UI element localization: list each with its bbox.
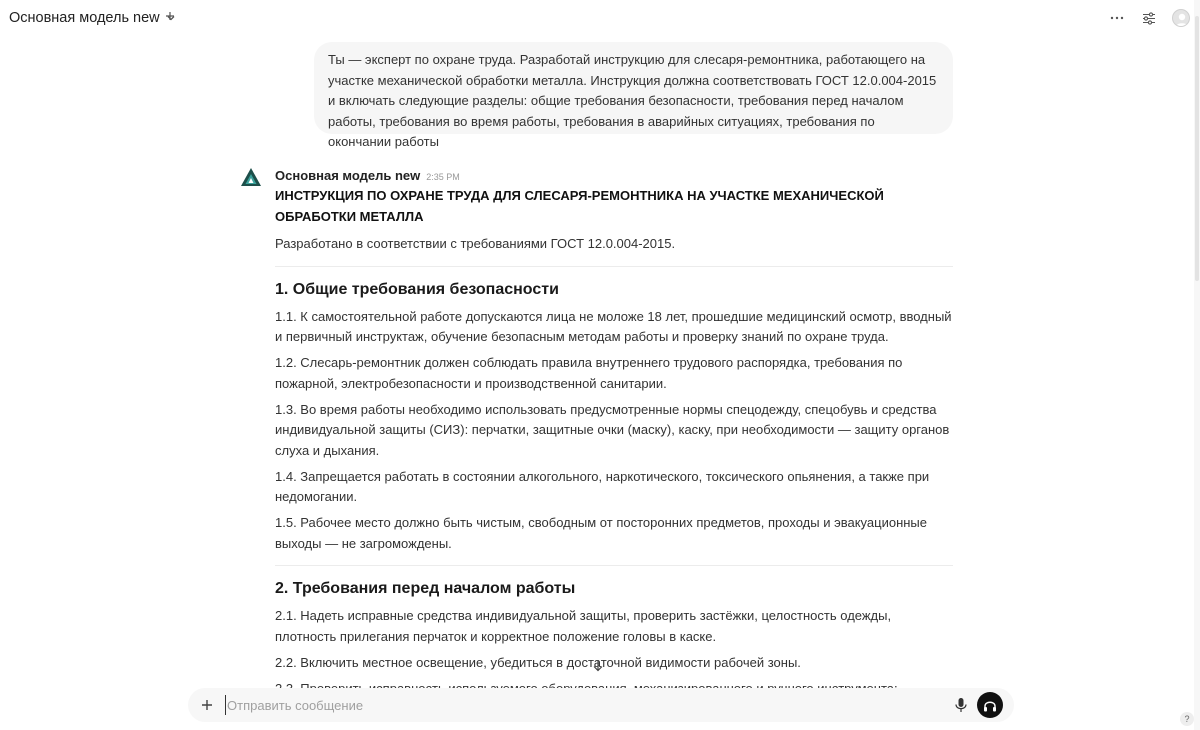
paragraph-1-4: 1.4. Запрещается работать в состоянии алкогольного, наркотического, токсического опьянения, а также при недомогании.: [275, 468, 930, 504]
divider: [275, 565, 953, 566]
help-button[interactable]: ?: [1180, 712, 1194, 726]
message-composer: [188, 688, 1014, 722]
assistant-logo-icon: [240, 167, 262, 187]
user-avatar[interactable]: [1172, 9, 1190, 27]
scrollbar[interactable]: [1194, 0, 1200, 730]
plus-icon[interactable]: [200, 698, 214, 712]
section-heading-2: 2. Требования перед началом работы: [275, 580, 576, 597]
top-right-controls: [1108, 9, 1190, 27]
assistant-header: [275, 168, 460, 183]
microphone-icon[interactable]: [954, 697, 968, 713]
paragraph-1-1: 1.1. К самостоятельной работе допускаются лица не моложе 18 лет, прошедшие медицинский осмотр, вводный и первичный инструктаж, обучение безопасным методам работы и проверку знаний по охране труда.: [275, 308, 952, 344]
ellipsis-icon: [1110, 16, 1124, 20]
paragraph-1-3: 1.3. Во время работы необходимо использовать предусмотренные нормы спецодежду, спецобувь и средства индивидуальной защиты (СИЗ): перчатки, защитные очки (маску), каску, при необходимости — защиту органов слуха и дыхания.: [275, 401, 950, 458]
scroll-to-bottom-button[interactable]: [590, 657, 606, 673]
model-selector[interactable]: [9, 10, 176, 26]
top-bar: [0, 0, 1200, 38]
user-message-text: Ты — эксперт по охране труда. Разработай инструкцию для слесаря-ремонтника, работающего на участке механической обработки металла. Инструкция должна соответствовать ГОСТ 12.0.004-2015 и включать следующие разделы: общие требования безопасности, требования перед началом работы, требования во время работы, требования в аварийных ситуациях, требования по окончании работы: [328, 52, 937, 149]
more-options-button[interactable]: [1108, 9, 1126, 27]
assistant-name: Основная модель new: [275, 168, 421, 183]
scrollbar-thumb[interactable]: [1195, 16, 1199, 281]
paragraph-1-2: 1.2. Слесарь-ремонтник должен соблюдать правила внутреннего трудового распорядка, требования по пожарной, электробезопасности и производственной санитарии.: [275, 355, 903, 391]
controls-button[interactable]: [1140, 9, 1158, 27]
headphones-icon: [983, 699, 997, 712]
paragraph-1-5: 1.5. Рабочее место должно быть чистым, свободным от посторонних предметов, проходы и эвакуационные выходы — не загромождены.: [275, 515, 927, 551]
paragraph-2-1: 2.1. Надеть исправные средства индивидуальной защиты, проверить застёжки, целостность одежды, плотность прилегания перчаток и корректное положение головы в каске.: [275, 608, 892, 644]
user-message-bubble: [314, 42, 953, 149]
document-title: ИНСТРУКЦИЯ ПО ОХРАНЕ ТРУДА ДЛЯ СЛЕСАРЯ-РЕМОНТНИКА НА УЧАСТКЕ МЕХАНИЧЕСКОЙ ОБРАБОТКИ МЕТАЛЛА: [275, 188, 884, 224]
add-model-icon[interactable]: [165, 11, 175, 21]
assistant-message-content: [275, 186, 953, 725]
divider: [275, 266, 953, 267]
message-input[interactable]: [225, 695, 925, 715]
sliders-icon: [1142, 12, 1156, 25]
user-icon: [1173, 10, 1190, 27]
message-timestamp: 2:35 PM: [426, 172, 460, 182]
paragraph-2-2: 2.2. Включить местное освещение, убедиться в достаточной видимости рабочей зоны.: [275, 654, 801, 670]
section-heading-1: 1. Общие требования безопасности: [275, 280, 559, 298]
model-name: Основная модель new: [9, 10, 160, 26]
arrow-down-icon: [592, 659, 604, 672]
voice-mode-button[interactable]: [977, 692, 1003, 718]
document-intro: Разработано в соответствии с требованиями ГОСТ 12.0.004-2015.: [275, 236, 676, 251]
